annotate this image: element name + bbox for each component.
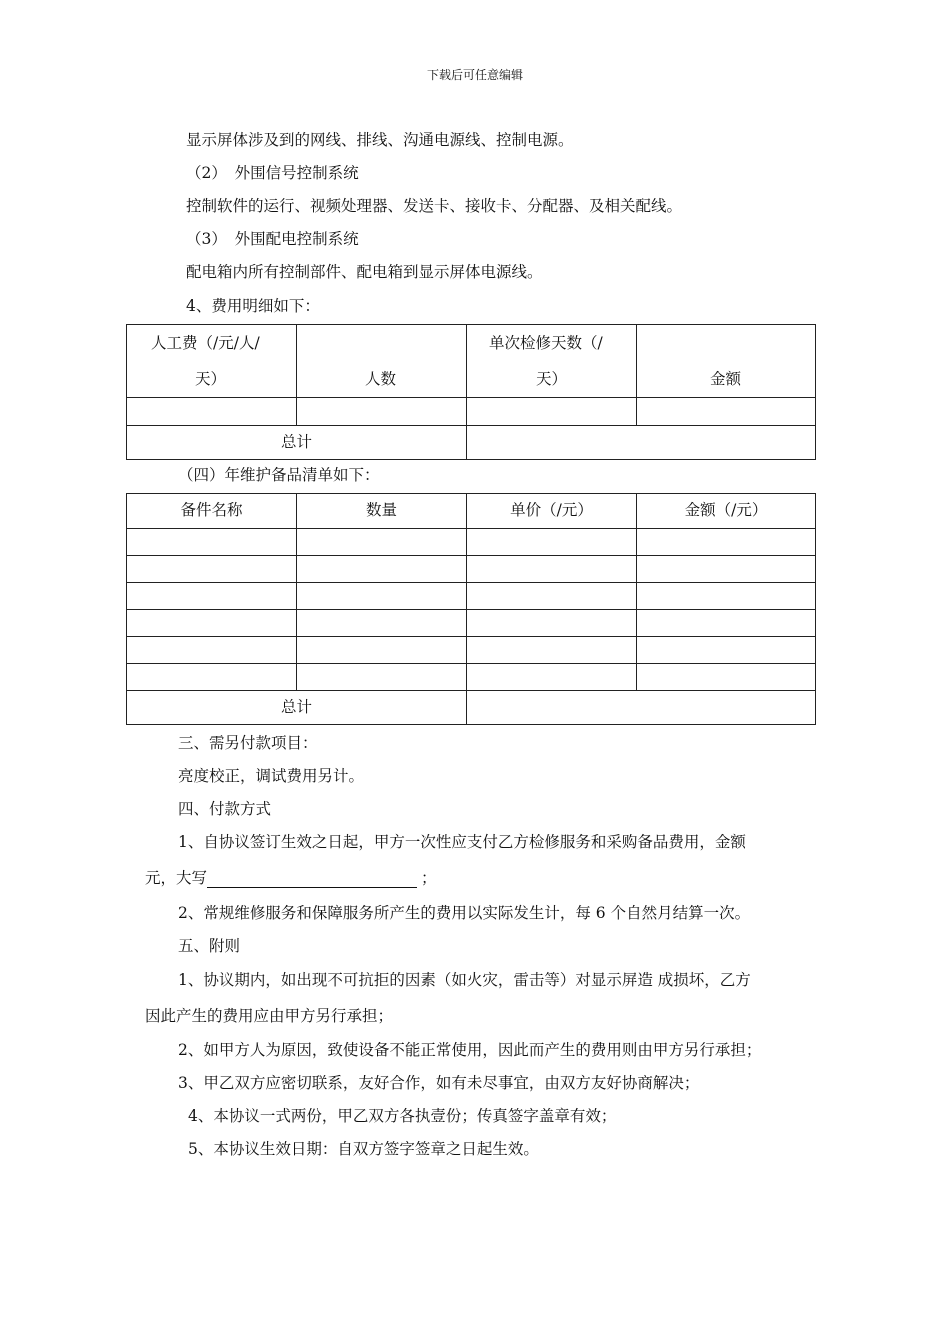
table-cell — [127, 529, 297, 556]
table-cell — [297, 398, 467, 426]
header-cell — [637, 325, 816, 398]
text-fragment: ； — [421, 869, 437, 887]
page-header: 下载后可任意编辑 — [426, 68, 523, 82]
table-cell — [297, 583, 467, 610]
table-row — [127, 398, 816, 426]
labor-cost-table — [126, 324, 816, 460]
text-line: 1、协议期内，如出现不可抗拒的因素（如火灾，雷击等）对显示屏造 成损坏，乙方 — [178, 971, 751, 989]
table-cell — [637, 610, 816, 637]
table-cell — [297, 556, 467, 583]
table-cell — [297, 529, 467, 556]
table-row — [127, 610, 816, 637]
table-cell — [637, 529, 816, 556]
section-heading: （四）年维护备品清单如下： — [178, 466, 380, 484]
header-cell — [467, 325, 637, 398]
table-cell — [467, 664, 637, 691]
section-heading: （3） 外围配电控制系统 — [186, 230, 359, 248]
table-row — [127, 556, 816, 583]
table-cell — [637, 637, 816, 664]
text-line: 2、如甲方人为原因，致使设备不能正常使用，因此而产生的费用则由甲方另行承担； — [178, 1041, 762, 1059]
table-cell — [467, 637, 637, 664]
text-line: 显示屏体涉及到的网线、排线、沟通电源线、控制电源。 — [186, 131, 574, 149]
table-cell — [467, 583, 637, 610]
table-cell — [297, 610, 467, 637]
table-cell — [637, 664, 816, 691]
text-line: 配电箱内所有控制部件、配电箱到显示屏体电源线。 — [186, 263, 543, 281]
header-cell: 备件名称 — [127, 494, 297, 529]
table-cell — [127, 637, 297, 664]
table-cell — [467, 610, 637, 637]
section-heading: 五、附则 — [178, 937, 241, 955]
table-cell — [467, 556, 637, 583]
header-label: 人数 — [365, 370, 397, 388]
table-row — [127, 583, 816, 610]
total-value-cell — [467, 426, 816, 460]
section-heading: 4、费用明细如下： — [186, 297, 320, 315]
amount-blank-line — [207, 871, 417, 888]
header-cell — [127, 325, 297, 398]
header-cell: 单价（/元） — [467, 494, 637, 529]
header-label: 人工费（/元/人/ — [151, 334, 260, 352]
table-cell — [127, 664, 297, 691]
table-row — [127, 637, 816, 664]
text-line: 2、常规维修服务和保障服务所产生的费用以实际发生计，每 6 个自然月结算一次。 — [178, 904, 751, 922]
header-cell: 金额（/元） — [637, 494, 816, 529]
total-value-cell — [467, 691, 816, 725]
text-line: 4、本协议一式两份，甲乙双方各执壹份；传真签字盖章有效； — [188, 1107, 617, 1125]
table-cell — [637, 398, 816, 426]
table-row — [127, 664, 816, 691]
section-heading: （2） 外围信号控制系统 — [186, 164, 359, 182]
table-row — [127, 529, 816, 556]
table-cell — [297, 664, 467, 691]
text-line: 3、甲乙双方应密切联系，友好合作，如有未尽事宜，由双方友好协商解决； — [178, 1074, 700, 1092]
header-label: 单次检修天数（/ — [489, 334, 603, 352]
text-line: 因此产生的费用应由甲方另行承担； — [145, 1007, 394, 1025]
text-line: 控制软件的运行、视频处理器、发送卡、接收卡、分配器、及相关配线。 — [186, 197, 683, 215]
text-line — [145, 866, 437, 888]
table-header-row — [127, 325, 816, 398]
table-cell — [637, 556, 816, 583]
total-row — [127, 691, 816, 725]
spare-parts-table — [126, 493, 816, 725]
table-cell — [637, 583, 816, 610]
header-label: 天） — [195, 370, 227, 388]
table-cell — [127, 556, 297, 583]
table-cell — [127, 398, 297, 426]
text-line: 5、本协议生效日期：自双方签字签章之日起生效。 — [188, 1140, 539, 1158]
header-label: 金额 — [710, 370, 742, 388]
text-line: 1、自协议签订生效之日起，甲方一次性应支付乙方检修服务和采购备品费用，金额 — [178, 833, 746, 851]
table-cell — [127, 583, 297, 610]
text-line: 亮度校正，调试费用另计。 — [178, 767, 365, 785]
table-cell — [297, 637, 467, 664]
table-cell — [467, 398, 637, 426]
text-fragment: 元，大写 — [145, 869, 208, 887]
total-label: 总计 — [127, 691, 467, 725]
total-row — [127, 426, 816, 460]
table-cell — [127, 610, 297, 637]
header-cell: 数量 — [297, 494, 467, 529]
header-label: 天） — [536, 370, 568, 388]
section-heading: 三、需另付款项目： — [178, 734, 318, 752]
table-cell — [467, 529, 637, 556]
table-header-row — [127, 494, 816, 529]
section-heading: 四、付款方式 — [178, 800, 272, 818]
header-cell — [297, 325, 467, 398]
total-label: 总计 — [127, 426, 467, 460]
